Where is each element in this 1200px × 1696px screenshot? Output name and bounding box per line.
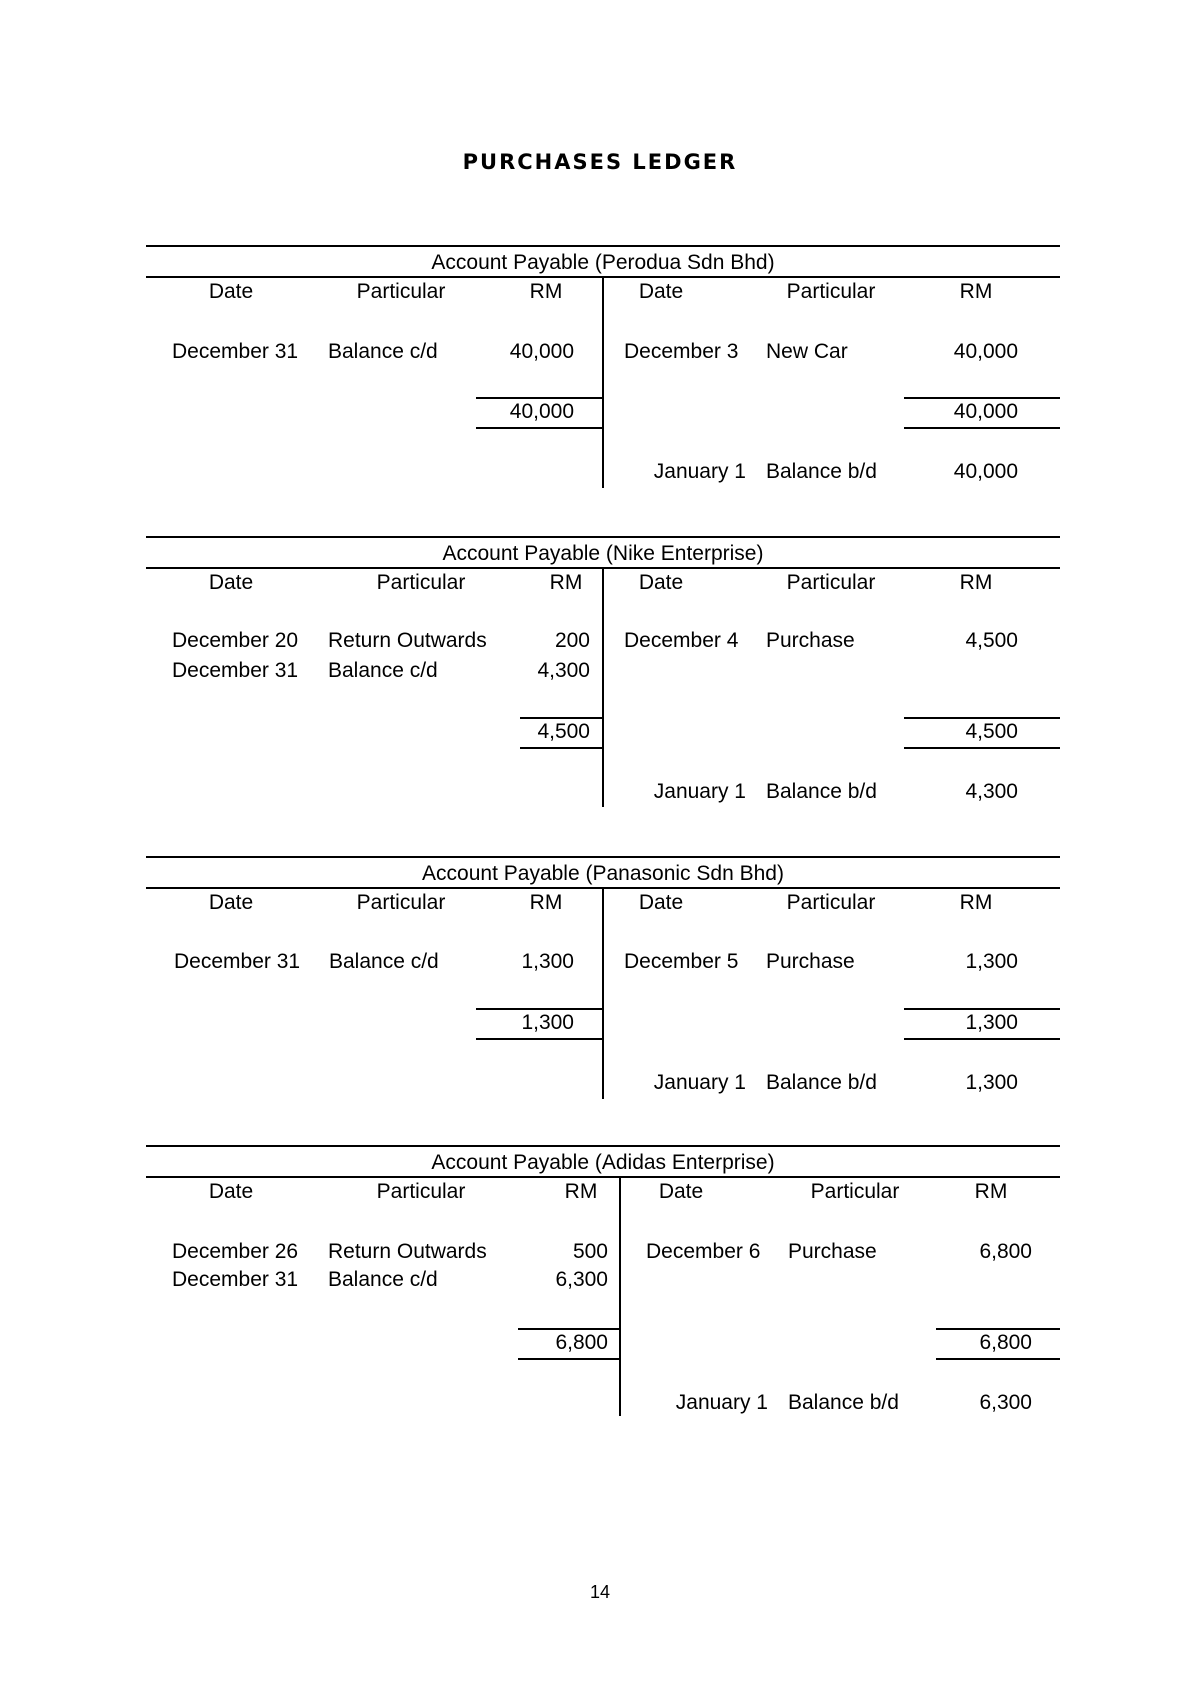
debit-total-underline: [476, 427, 602, 429]
credit-date: December 5: [624, 950, 739, 973]
debit-date: December 20: [172, 629, 299, 652]
debit-total: 6,800: [555, 1331, 608, 1354]
debit-date-header: Date: [208, 891, 254, 914]
page-title: PURCHASES LEDGER: [462, 150, 738, 174]
credit-particular-header: Particular: [810, 1180, 900, 1203]
credit-total-underline: [904, 747, 1060, 749]
credit-particular-header: Particular: [786, 280, 876, 303]
debit-total-underline: [518, 1358, 619, 1360]
t-account-divider: [602, 887, 604, 1099]
credit-total: 4,500: [965, 720, 1018, 743]
debit-total: 4,500: [537, 720, 590, 743]
ledger-panasonic: [146, 856, 1060, 1101]
credit-date: December 6: [646, 1240, 761, 1263]
debit-amount: 6,300: [555, 1268, 608, 1291]
credit-date-header: Date: [638, 280, 684, 303]
debit-total-underline: [520, 747, 602, 749]
ledger-title: Account Payable (Perodua Sdn Bhd): [431, 251, 775, 274]
debit-rm-header: RM: [564, 1180, 598, 1203]
balance-bd-particular: Balance b/d: [766, 460, 877, 483]
top-rule: [146, 245, 1060, 247]
debit-date: December 31: [172, 1268, 299, 1291]
credit-particular-header: Particular: [786, 571, 876, 594]
top-rule: [146, 856, 1060, 858]
ledger-perodua: [146, 245, 1060, 490]
top-rule: [146, 536, 1060, 538]
debit-particular: Return Outwards: [328, 1240, 487, 1263]
balance-bd-date: January 1: [653, 780, 746, 803]
debit-particular-header: Particular: [376, 1180, 466, 1203]
debit-rm-header: RM: [529, 891, 563, 914]
debit-amount: 40,000: [509, 340, 574, 363]
credit-total-underline: [904, 427, 1060, 429]
header-rule: [146, 1176, 1060, 1178]
debit-total: 1,300: [521, 1011, 574, 1034]
t-account-divider: [602, 567, 604, 807]
credit-total: 1,300: [965, 1011, 1018, 1034]
credit-particular: Purchase: [788, 1240, 877, 1263]
debit-particular: Balance c/d: [328, 1268, 438, 1291]
balance-bd-amount: 40,000: [953, 460, 1018, 483]
ledger-title: Account Payable (Panasonic Sdn Bhd): [422, 862, 784, 885]
credit-rm-header: RM: [959, 571, 993, 594]
balance-bd-amount: 1,300: [965, 1071, 1018, 1094]
debit-date: December 26: [172, 1240, 299, 1263]
ledger-title: Account Payable (Adidas Enterprise): [431, 1151, 775, 1174]
debit-date: December 31: [172, 659, 299, 682]
page-number: 14: [589, 1582, 611, 1602]
credit-date: December 3: [624, 340, 739, 363]
debit-rm-header: RM: [549, 571, 583, 594]
t-account-divider: [619, 1176, 621, 1416]
debit-date-header: Date: [208, 571, 254, 594]
balance-bd-particular: Balance b/d: [788, 1391, 899, 1414]
debit-date-header: Date: [208, 280, 254, 303]
debit-amount: 1,300: [521, 950, 574, 973]
debit-particular-header: Particular: [376, 571, 466, 594]
credit-total: 40,000: [953, 400, 1018, 423]
balance-bd-amount: 6,300: [979, 1391, 1032, 1414]
debit-total: 40,000: [509, 400, 574, 423]
ledger-title: Account Payable (Nike Enterprise): [442, 542, 764, 565]
debit-particular: Balance c/d: [328, 340, 438, 363]
credit-total-underline: [936, 1358, 1060, 1360]
top-rule: [146, 1145, 1060, 1147]
credit-date: December 4: [624, 629, 739, 652]
credit-amount: 4,500: [965, 629, 1018, 652]
credit-amount: 1,300: [965, 950, 1018, 973]
debit-date: December 31: [174, 950, 301, 973]
ledger-adidas: [146, 1145, 1060, 1420]
credit-date-header: Date: [638, 891, 684, 914]
balance-bd-particular: Balance b/d: [766, 1071, 877, 1094]
ledger-nike: [146, 536, 1060, 811]
credit-particular: New Car: [766, 340, 848, 363]
credit-date-header: Date: [658, 1180, 704, 1203]
credit-rm-header: RM: [959, 891, 993, 914]
debit-particular-header: Particular: [356, 891, 446, 914]
debit-rm-header: RM: [529, 280, 563, 303]
balance-bd-date: January 1: [653, 1071, 746, 1094]
debit-date-header: Date: [208, 1180, 254, 1203]
credit-amount: 40,000: [953, 340, 1018, 363]
credit-total: 6,800: [979, 1331, 1032, 1354]
debit-total-underline: [476, 1038, 602, 1040]
credit-particular: Purchase: [766, 629, 855, 652]
credit-date-header: Date: [638, 571, 684, 594]
debit-particular-header: Particular: [356, 280, 446, 303]
debit-amount: 4,300: [537, 659, 590, 682]
debit-date: December 31: [172, 340, 299, 363]
credit-particular-header: Particular: [786, 891, 876, 914]
credit-rm-header: RM: [974, 1180, 1008, 1203]
debit-particular: Balance c/d: [328, 659, 438, 682]
debit-amount: 500: [572, 1240, 608, 1263]
credit-amount: 6,800: [979, 1240, 1032, 1263]
debit-particular: Return Outwards: [328, 629, 487, 652]
balance-bd-amount: 4,300: [965, 780, 1018, 803]
debit-amount: 200: [554, 629, 590, 652]
balance-bd-date: January 1: [653, 460, 746, 483]
credit-total-underline: [904, 1038, 1060, 1040]
debit-particular: Balance c/d: [329, 950, 439, 973]
t-account-divider: [602, 276, 604, 488]
balance-bd-particular: Balance b/d: [766, 780, 877, 803]
balance-bd-date: January 1: [675, 1391, 768, 1414]
credit-particular: Purchase: [766, 950, 855, 973]
credit-rm-header: RM: [959, 280, 993, 303]
